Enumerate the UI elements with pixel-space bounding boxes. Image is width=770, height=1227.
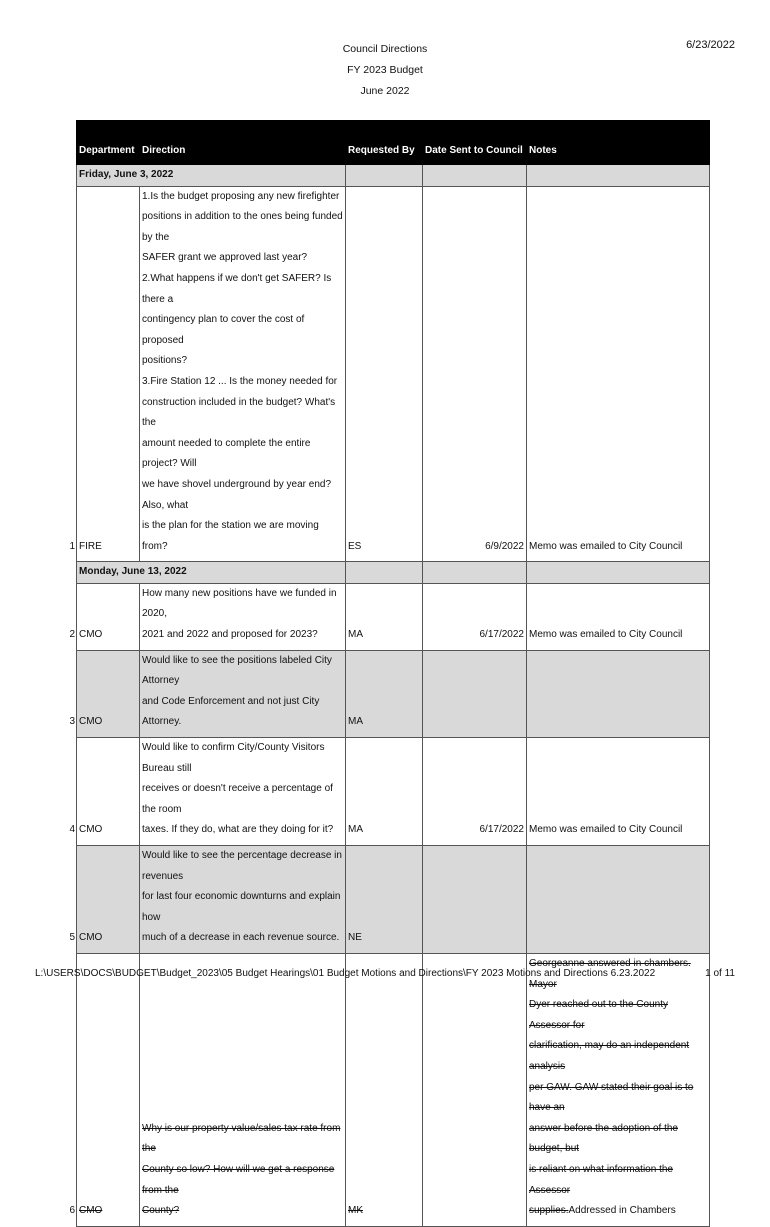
direction-cell (140, 846, 346, 954)
notes-line: is reliant on what information the Assessor (529, 1163, 673, 1196)
dept-value: CMO (79, 716, 103, 728)
direction-line: for last four economic downturns and explain how (142, 891, 341, 923)
notes-cell (527, 846, 710, 954)
column-header: Date Sent to Council (423, 121, 527, 165)
group-row (77, 165, 710, 187)
direction-line: is the plan for the station we are moving from? (142, 520, 319, 552)
notes-cell (527, 650, 710, 737)
direction-line: Would like to confirm City/County Visitors Bureau still (142, 742, 325, 774)
notes-cell (527, 953, 710, 1226)
table-row (77, 953, 710, 1226)
date-sent-cell (423, 846, 527, 954)
requested-by-cell: MA (346, 583, 423, 650)
requested-by-cell: MA (346, 650, 423, 737)
group-row (77, 562, 710, 584)
row-number: 4 (69, 824, 75, 836)
direction-line: 3.Fire Station 12 ... Is the money needed for (142, 375, 338, 387)
direction-line: Would like to see the positions labeled City Attorney (142, 654, 332, 687)
row-number: 6 (69, 1205, 75, 1217)
direction-line: County? (142, 1205, 180, 1217)
table-row (77, 846, 710, 954)
title-line: Council Directions (342, 43, 428, 55)
direction-line: Would like to see the percentage decrease in revenues (142, 850, 342, 882)
column-header: Direction (140, 121, 346, 165)
requested-by-cell: NE (346, 846, 423, 954)
table-row (77, 650, 710, 737)
requested-by-cell: MK (346, 953, 423, 1226)
direction-line: 1.Is the budget proposing any new firefighter (142, 190, 340, 202)
notes-struck-tail: supplies. (529, 1205, 569, 1217)
date-sent-cell (423, 650, 527, 737)
date-sent-cell: 6/17/2022 (423, 738, 527, 846)
dept-cell (69, 953, 140, 1226)
notes-line (529, 1201, 707, 1222)
direction-cell (140, 650, 346, 737)
date-sent-cell (423, 953, 527, 1226)
notes-cell: Memo was emailed to City Council (527, 186, 710, 562)
header-date: 6/23/2022 (686, 39, 735, 51)
direction-line: How many new positions have we funded in 2020, (142, 587, 337, 620)
dept-cell (69, 186, 140, 562)
dept-cell (69, 583, 140, 650)
title-line: FY 2023 Budget (347, 64, 423, 76)
notes-line: clarification, may do an independent analysis (529, 1040, 690, 1072)
footer-file-path: L:\USERS\DOCS\BUDGET\Budget_2023\05 Budget Hearings\01 Budget Motions and Directions\FY 2023 Motions and Directions 6.23.2022 (35, 968, 656, 979)
footer-page-number: 1 of 11 (705, 968, 735, 979)
column-header: Requested By (346, 121, 423, 165)
direction-line: Why is our property value/sales tax rate from the (142, 1122, 341, 1155)
column-header: Notes (527, 121, 710, 165)
group-label: Monday, June 13, 2022 (77, 562, 346, 584)
group-label: Friday, June 3, 2022 (77, 165, 346, 187)
direction-cell (140, 583, 346, 650)
direction-line: receives or doesn't receive a percentage of the room (142, 783, 333, 815)
direction-line: County so low? How will we get a response from the (142, 1163, 335, 1196)
title-line: June 2022 (360, 85, 410, 97)
dept-value: CMO (79, 1205, 103, 1217)
direction-line: we have shovel underground by year end? Also, what (142, 478, 332, 511)
notes-cell: Memo was emailed to City Council (527, 738, 710, 846)
dept-cell (69, 650, 140, 737)
direction-line: contingency plan to cover the cost of proposed (142, 314, 305, 346)
notes-line: Georgeanne answered in chambers. Mayor (529, 957, 691, 990)
direction-line: and Code Enforcement and not just City Attorney. (142, 695, 320, 728)
direction-line: much of a decrease in each revenue source. (142, 932, 340, 944)
direction-line: 2021 and 2022 and proposed for 2023? (142, 629, 318, 641)
row-number: 1 (69, 540, 75, 552)
notes-line: answer before the adoption of the budget, but (529, 1122, 678, 1155)
dept-value: CMO (79, 932, 103, 944)
dept-value: FIRE (79, 540, 102, 552)
direction-cell (140, 186, 346, 562)
direction-line: construction included in the budget? What's the (142, 396, 336, 429)
table-row (77, 186, 710, 562)
notes-cell: Memo was emailed to City Council (527, 583, 710, 650)
date-sent-cell: 6/9/2022 (423, 186, 527, 562)
dept-value: CMO (79, 824, 103, 836)
requested-by-cell: ES (346, 186, 423, 562)
row-number: 3 (69, 716, 75, 728)
directions-table (69, 120, 710, 1227)
date-sent-cell: 6/17/2022 (423, 583, 527, 650)
column-header: Department (77, 121, 140, 165)
document-title (0, 39, 770, 102)
row-number: 2 (69, 629, 75, 641)
direction-line: positions? (142, 355, 188, 367)
direction-line: SAFER grant we approved last year? (142, 252, 308, 264)
table-header-row (77, 121, 710, 165)
table-row (77, 738, 710, 846)
direction-line: taxes. If they do, what are they doing for it? (142, 824, 334, 836)
row-number: 5 (69, 932, 75, 944)
dept-cell (69, 738, 140, 846)
direction-line: amount needed to complete the entire project? Will (142, 437, 311, 470)
direction-cell (140, 953, 346, 1226)
direction-line: 2.What happens if we don't get SAFER? Is there a (142, 272, 332, 305)
notes-tail: Addressed in Chambers (568, 1205, 676, 1217)
notes-line: Dyer reached out to the County Assessor for (529, 999, 668, 1031)
table-row (77, 583, 710, 650)
notes-line: per GAW. GAW stated their goal is to have an (529, 1081, 694, 1114)
dept-cell (69, 846, 140, 954)
dept-value: CMO (79, 629, 103, 641)
requested-by-cell: MA (346, 738, 423, 846)
direction-cell (140, 738, 346, 846)
direction-line: positions in addition to the ones being funded by the (142, 211, 343, 243)
